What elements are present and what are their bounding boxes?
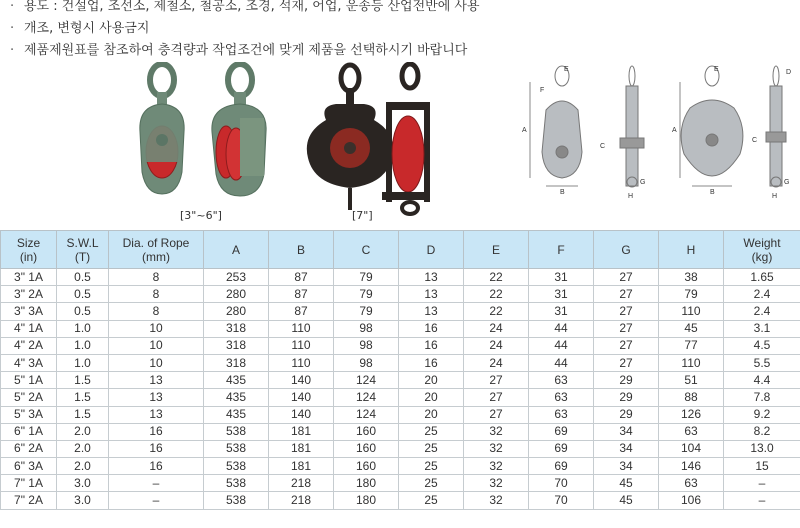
dim-label-a: A (672, 127, 677, 134)
table-cell: 77 (659, 337, 724, 354)
table-cell: 1.5 (57, 372, 109, 389)
table-cell: 4" 1A (1, 320, 57, 337)
table-cell: 87 (269, 303, 334, 320)
table-cell: 16 (399, 320, 464, 337)
note-text: 개조, 변형시 사용금지 (24, 21, 150, 36)
table-cell: 8 (109, 303, 204, 320)
table-cell: 3" 1A (1, 269, 57, 286)
table-cell: 16 (109, 458, 204, 475)
table-row (1, 269, 800, 286)
table-row (1, 286, 800, 303)
table-cell: 44 (529, 337, 594, 354)
table-cell: 38 (659, 269, 724, 286)
bullet-marker: · (10, 43, 15, 58)
table-cell: 63 (529, 406, 594, 423)
table-cell: 34 (594, 458, 659, 475)
table-cell: 160 (334, 440, 399, 457)
table-cell: 20 (399, 406, 464, 423)
dim-label-h: H (772, 193, 778, 200)
column-header (204, 231, 269, 269)
table-cell: 79 (334, 269, 399, 286)
table-cell: 124 (334, 389, 399, 406)
column-header-label: S.W.L (66, 235, 99, 250)
column-header-label: Weight (743, 235, 781, 250)
table-cell: 51 (659, 372, 724, 389)
table-cell: 13 (109, 389, 204, 406)
table-cell: 32 (464, 458, 529, 475)
dim-label-c: C (600, 143, 606, 150)
table-cell: 27 (594, 286, 659, 303)
table-cell: 318 (204, 320, 269, 337)
table-row (1, 440, 800, 457)
table-cell: 8 (109, 286, 204, 303)
table-cell: 4" 3A (1, 354, 57, 371)
table-cell: 29 (594, 389, 659, 406)
technical-drawings (520, 62, 800, 202)
table-cell: 24 (464, 337, 529, 354)
table-cell: 5" 2A (1, 389, 57, 406)
table-row (1, 337, 800, 354)
column-header-unit: (mm) (142, 249, 170, 264)
dim-label-b: B (710, 189, 715, 196)
table-cell: 79 (334, 303, 399, 320)
table-cell: 181 (269, 423, 334, 440)
table-cell: – (109, 492, 204, 509)
table-cell: 3.1 (724, 320, 800, 337)
column-header-unit: (kg) (751, 249, 773, 264)
table-cell: 180 (334, 492, 399, 509)
table-cell: 110 (659, 354, 724, 371)
table-row (1, 303, 800, 320)
dim-label-a: A (522, 127, 527, 134)
table-cell: 146 (659, 458, 724, 475)
column-header-label: Size (16, 235, 41, 250)
table-cell: 538 (204, 492, 269, 509)
table-cell: 79 (334, 286, 399, 303)
drawing-left-front-view (530, 66, 582, 186)
table-cell: 5.5 (724, 354, 800, 371)
table-cell: 1.5 (57, 389, 109, 406)
table-cell: 87 (269, 269, 334, 286)
table-cell: 20 (399, 389, 464, 406)
table-cell: 160 (334, 423, 399, 440)
table-cell: 5" 3A (1, 406, 57, 423)
table-cell: 27 (594, 337, 659, 354)
table-cell: 27 (464, 372, 529, 389)
table-cell: 63 (529, 372, 594, 389)
table-row (1, 406, 800, 423)
table-cell: 280 (204, 303, 269, 320)
table-cell: 538 (204, 423, 269, 440)
column-header-label: G (621, 242, 631, 257)
table-cell: 218 (269, 492, 334, 509)
table-header-row (1, 231, 800, 269)
table-cell: 104 (659, 440, 724, 457)
table-cell: 3.0 (57, 475, 109, 492)
table-cell: 435 (204, 372, 269, 389)
table-cell: 9.2 (724, 406, 800, 423)
dim-label-d: D (786, 69, 792, 76)
table-cell: 318 (204, 354, 269, 371)
drawing-right-front-view (680, 66, 743, 186)
table-cell: 88 (659, 389, 724, 406)
table-cell: 25 (399, 475, 464, 492)
table-cell: 98 (334, 337, 399, 354)
table-cell: 1.0 (57, 354, 109, 371)
table-cell: 7" 1A (1, 475, 57, 492)
table-cell: 63 (659, 475, 724, 492)
table-cell: 2.4 (724, 303, 800, 320)
table-cell: 10 (109, 354, 204, 371)
dim-label-e: E (714, 66, 719, 73)
column-header-label: Dia. of Rope (122, 235, 190, 250)
table-cell: 25 (399, 458, 464, 475)
table-cell: 1.5 (57, 406, 109, 423)
black-pulley-front-image (307, 65, 393, 210)
table-cell: 10 (109, 320, 204, 337)
table-cell: 16 (399, 354, 464, 371)
table-cell: 25 (399, 423, 464, 440)
table-cell: 8.2 (724, 423, 800, 440)
dim-label-f: F (540, 87, 545, 94)
table-cell: 20 (399, 372, 464, 389)
table-cell: 4.5 (724, 337, 800, 354)
table-cell: 110 (269, 354, 334, 371)
table-cell: 538 (204, 440, 269, 457)
table-cell: 44 (529, 320, 594, 337)
table-cell: 180 (334, 475, 399, 492)
note-usage (10, 0, 510, 18)
table-row (1, 492, 800, 509)
table-cell: 218 (269, 475, 334, 492)
black-pulley-side-image (382, 64, 430, 214)
table-cell: 0.5 (57, 286, 109, 303)
column-header-label: E (491, 242, 500, 257)
spec-table (0, 230, 800, 510)
table-cell: 124 (334, 372, 399, 389)
table-cell: 13 (399, 269, 464, 286)
note-select-product (10, 40, 510, 62)
table-cell: 124 (334, 406, 399, 423)
table-cell: 24 (464, 320, 529, 337)
table-cell: 13 (399, 286, 464, 303)
column-header-label: D (426, 242, 436, 257)
caption-large-size: [7"] (352, 209, 373, 222)
table-cell: 181 (269, 458, 334, 475)
table-cell: 110 (269, 320, 334, 337)
table-cell: 2.0 (57, 423, 109, 440)
dim-label-e: E (564, 66, 569, 73)
table-cell: 70 (529, 475, 594, 492)
table-cell: 69 (529, 423, 594, 440)
table-cell: 538 (204, 475, 269, 492)
column-header-unit: (T) (74, 249, 91, 264)
dim-label-h: H (628, 193, 634, 200)
table-cell: 3.0 (57, 492, 109, 509)
column-header-label: A (231, 242, 240, 257)
note-text: 제품제원표를 참조하여 충격량과 작업조건에 맞게 제품을 선택하시기 바랍니다 (24, 43, 468, 58)
table-cell: 3" 3A (1, 303, 57, 320)
table-cell: 1.0 (57, 320, 109, 337)
column-header (464, 231, 529, 269)
table-cell: 7.8 (724, 389, 800, 406)
table-cell: 27 (594, 320, 659, 337)
table-cell: 110 (659, 303, 724, 320)
column-header-label: H (686, 242, 696, 257)
table-row (1, 320, 800, 337)
table-row (1, 372, 800, 389)
table-cell: 318 (204, 337, 269, 354)
table-cell: 70 (529, 492, 594, 509)
table-cell: 8 (109, 269, 204, 286)
table-cell: 63 (529, 389, 594, 406)
column-header (724, 231, 800, 269)
bullet-marker: · (10, 0, 15, 14)
table-cell: 7" 2A (1, 492, 57, 509)
usage-notes (10, 0, 510, 62)
table-cell: 69 (529, 440, 594, 457)
table-cell: 79 (659, 286, 724, 303)
table-cell: 98 (334, 354, 399, 371)
table-cell: 4.4 (724, 372, 800, 389)
dim-label-b: B (560, 189, 565, 196)
product-photos (130, 62, 430, 222)
table-cell: 140 (269, 406, 334, 423)
table-cell: 13 (399, 303, 464, 320)
table-cell: 181 (269, 440, 334, 457)
table-body (1, 269, 800, 510)
table-cell: 45 (594, 475, 659, 492)
column-header (109, 231, 204, 269)
table-cell: 6" 2A (1, 440, 57, 457)
table-cell: 45 (594, 492, 659, 509)
table-cell: 2.0 (57, 458, 109, 475)
table-cell: 2.0 (57, 440, 109, 457)
table-cell: 29 (594, 372, 659, 389)
table-cell: 4" 2A (1, 337, 57, 354)
column-header (1, 231, 57, 269)
table-cell: 31 (529, 303, 594, 320)
table-cell: 27 (464, 406, 529, 423)
green-pulley-angled-image (212, 64, 266, 196)
table-cell: 29 (594, 406, 659, 423)
table-cell: 16 (399, 337, 464, 354)
table-cell: 10 (109, 337, 204, 354)
table-cell: 32 (464, 440, 529, 457)
table-cell: 31 (529, 286, 594, 303)
table-row (1, 458, 800, 475)
column-header-label: C (361, 242, 371, 257)
table-cell: 253 (204, 269, 269, 286)
table-cell: 22 (464, 269, 529, 286)
note-text: 용도 : 건설업, 조선소, 제철소, 철공소, 조경, 석재, 어업, 운송등 산업전반에 사용 (24, 0, 480, 14)
column-header (57, 231, 109, 269)
table-cell: 32 (464, 423, 529, 440)
table-cell: 34 (594, 440, 659, 457)
table-cell: 538 (204, 458, 269, 475)
table-cell: 27 (464, 389, 529, 406)
table-cell: 22 (464, 303, 529, 320)
caption-small-sizes: [3"~6"] (180, 209, 222, 222)
table-cell: 32 (464, 492, 529, 509)
table-cell: 6" 1A (1, 423, 57, 440)
table-cell: 5" 1A (1, 372, 57, 389)
column-header (594, 231, 659, 269)
column-header-label: B (296, 242, 305, 257)
table-row (1, 354, 800, 371)
table-cell: 280 (204, 286, 269, 303)
table-cell: 24 (464, 354, 529, 371)
table-cell: 27 (594, 303, 659, 320)
table-cell: 25 (399, 492, 464, 509)
bullet-marker: · (10, 21, 15, 36)
dim-label-c: C (752, 137, 758, 144)
table-cell: 87 (269, 286, 334, 303)
table-cell: 27 (594, 354, 659, 371)
column-header-unit: (in) (19, 249, 38, 264)
table-cell: 13.0 (724, 440, 800, 457)
table-cell: 140 (269, 389, 334, 406)
table-cell: 45 (659, 320, 724, 337)
table-cell: – (724, 475, 800, 492)
table-cell: 1.0 (57, 337, 109, 354)
table-row (1, 475, 800, 492)
table-cell: 31 (529, 269, 594, 286)
table-cell: 0.5 (57, 269, 109, 286)
column-header (269, 231, 334, 269)
table-cell: 63 (659, 423, 724, 440)
table-cell: 16 (109, 440, 204, 457)
dim-label-g: G (640, 179, 646, 186)
table-row (1, 423, 800, 440)
table-cell: 160 (334, 458, 399, 475)
column-header (399, 231, 464, 269)
table-cell: 435 (204, 389, 269, 406)
table-cell: 0.5 (57, 303, 109, 320)
table-cell: 13 (109, 372, 204, 389)
table-cell: – (109, 475, 204, 492)
table-cell: 16 (109, 423, 204, 440)
table-cell: 44 (529, 354, 594, 371)
table-cell: 98 (334, 320, 399, 337)
drawing-left-side-view (620, 66, 644, 187)
column-header (529, 231, 594, 269)
table-cell: 15 (724, 458, 800, 475)
table-cell: 106 (659, 492, 724, 509)
drawing-right-side-view (766, 66, 786, 187)
table-cell: – (724, 492, 800, 509)
column-header (334, 231, 399, 269)
table-cell: 3" 2A (1, 286, 57, 303)
note-no-modification (10, 18, 510, 40)
table-cell: 435 (204, 406, 269, 423)
column-header (659, 231, 724, 269)
green-pulley-front-image (140, 64, 184, 194)
table-cell: 2.4 (724, 286, 800, 303)
table-cell: 27 (594, 269, 659, 286)
table-cell: 6" 3A (1, 458, 57, 475)
table-cell: 126 (659, 406, 724, 423)
column-header-label: F (557, 242, 565, 257)
table-cell: 25 (399, 440, 464, 457)
dim-label-g: G (784, 179, 790, 186)
table-cell: 110 (269, 337, 334, 354)
table-cell: 32 (464, 475, 529, 492)
table-cell: 22 (464, 286, 529, 303)
table-cell: 140 (269, 372, 334, 389)
table-row (1, 389, 800, 406)
table-cell: 34 (594, 423, 659, 440)
table-cell: 1.65 (724, 269, 800, 286)
table-cell: 69 (529, 458, 594, 475)
table-cell: 13 (109, 406, 204, 423)
